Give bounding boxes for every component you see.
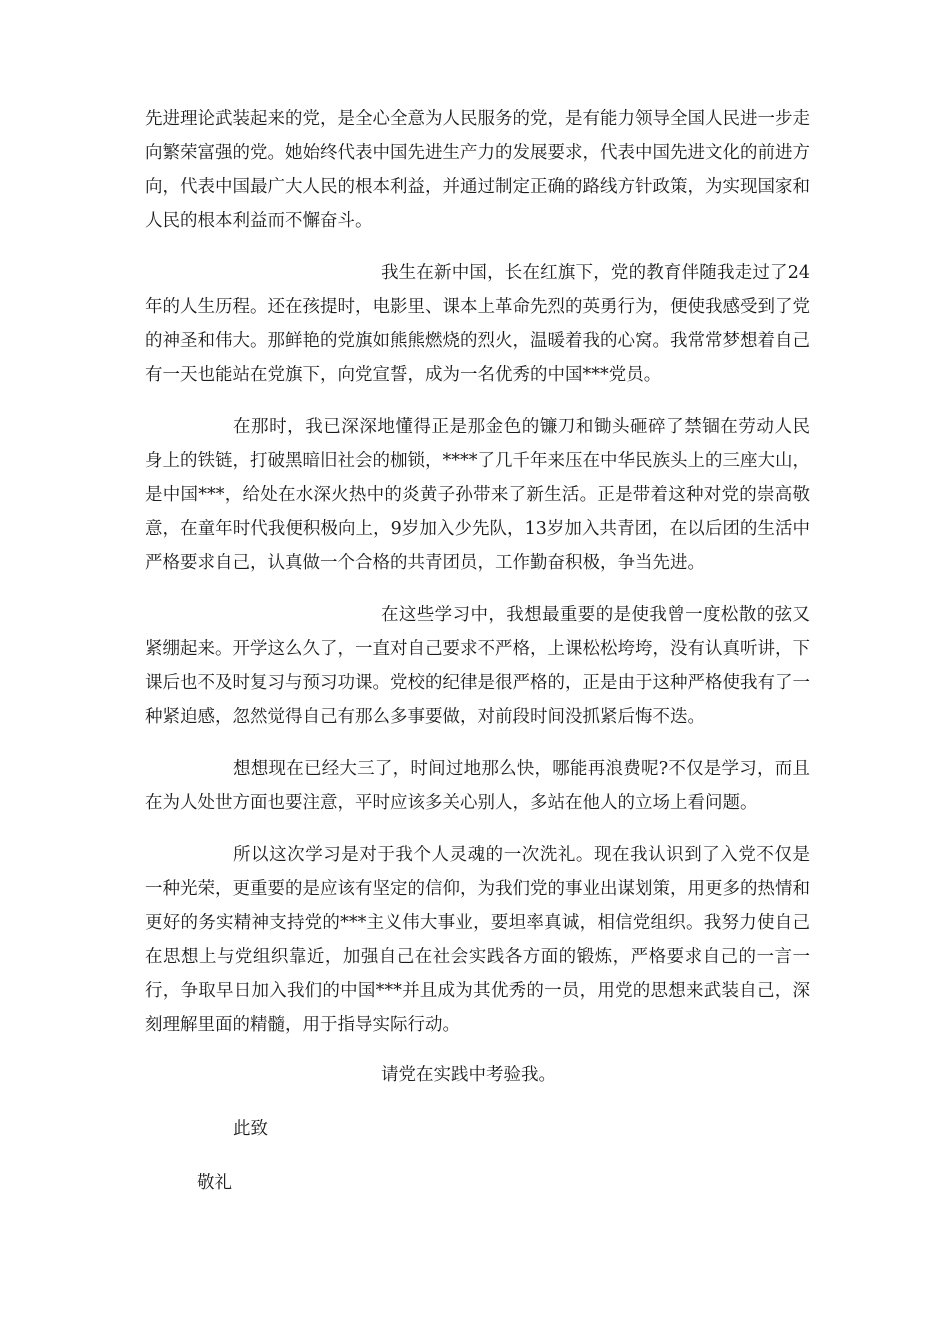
paragraph-party-description: 先进理论武装起来的党，是全心全意为人民服务的党，是有能力领导全国人民进一步走向繁荣富强的党。她始终代表中国先进生产力的发展要求，代表中国先进文化的前进方向，代表中国最广大人民的根本利益，并通过制定正确的路线方针政策，为实现国家和人民的根本利益而不懈奋斗。	[145, 109, 810, 231]
paragraph-youth-progress: 在那时，我已深深地懂得正是那金色的镰刀和锄头砸碎了禁锢在劳动人民身上的铁链，打破黑暗旧社会的枷锁，****了几千年来压在中华民族头上的三座大山，是中国***，给处在水深火热中的炎黄子孙带来了新生活。正是带着这种对党的崇高敬意，在童年时代我便积极向上，9岁加入少先队，13岁加入共青团，在以后团的生活中严格要求自己，认真做一个合格的共青团员，工作勤奋积极，争当先进。	[145, 417, 810, 573]
closing-respect: 敬礼	[197, 1173, 232, 1193]
paragraph-study-reflection: 在这些学习中，我想最重要的是使我曾一度松散的弦又紧绷起来。开学这么久了，一直对自己要求不严格，上课松松垮垮，没有认真听讲，下课后也不及时复习与预习功课。党校的纪律是很严格的，正是由于这种严格使我有了一种紧迫感，忽然觉得自己有那么多事要做，对前段时间没抓紧后悔不迭。	[145, 605, 810, 727]
closing-salutation: 此致	[233, 1119, 268, 1139]
paragraph-request-test: 请党在实践中考验我。	[381, 1065, 556, 1085]
paragraph-soul-cleansing: 所以这次学习是对于我个人灵魂的一次洗礼。现在我认识到了入党不仅是一种光荣，更重要的是应该有坚定的信仰，为我们党的事业出谋划策，用更多的热情和更好的务实精神支持党的***主义伟大事业，要坦率真诚，相信党组织。我努力使自己在思想上与党组织靠近，加强自己在社会实践各方面的锻炼，严格要求自己的一言一行，争取早日加入我们的中国***并且成为其优秀的一员，用党的思想来武装自己，深刻理解里面的精髓，用于指导实际行动。	[145, 845, 810, 1035]
paragraph-junior-year: 想想现在已经大三了，时间过地那么快，哪能再浪费呢?不仅是学习，而且在为人处世方面也要注意，平时应该多关心别人，多站在他人的立场上看问题。	[145, 759, 810, 813]
letter-body	[145, 102, 810, 1200]
paragraph-upbringing: 我生在新中国，长在红旗下，党的教育伴随我走过了24年的人生历程。还在孩提时，电影里、课本上革命先烈的英勇行为，便使我感受到了党的神圣和伟大。那鲜艳的党旗如熊熊燃烧的烈火，温暖着我的心窝。我常常梦想着自己有一天也能站在党旗下，向党宣誓，成为一名优秀的中国***党员。	[145, 263, 810, 385]
